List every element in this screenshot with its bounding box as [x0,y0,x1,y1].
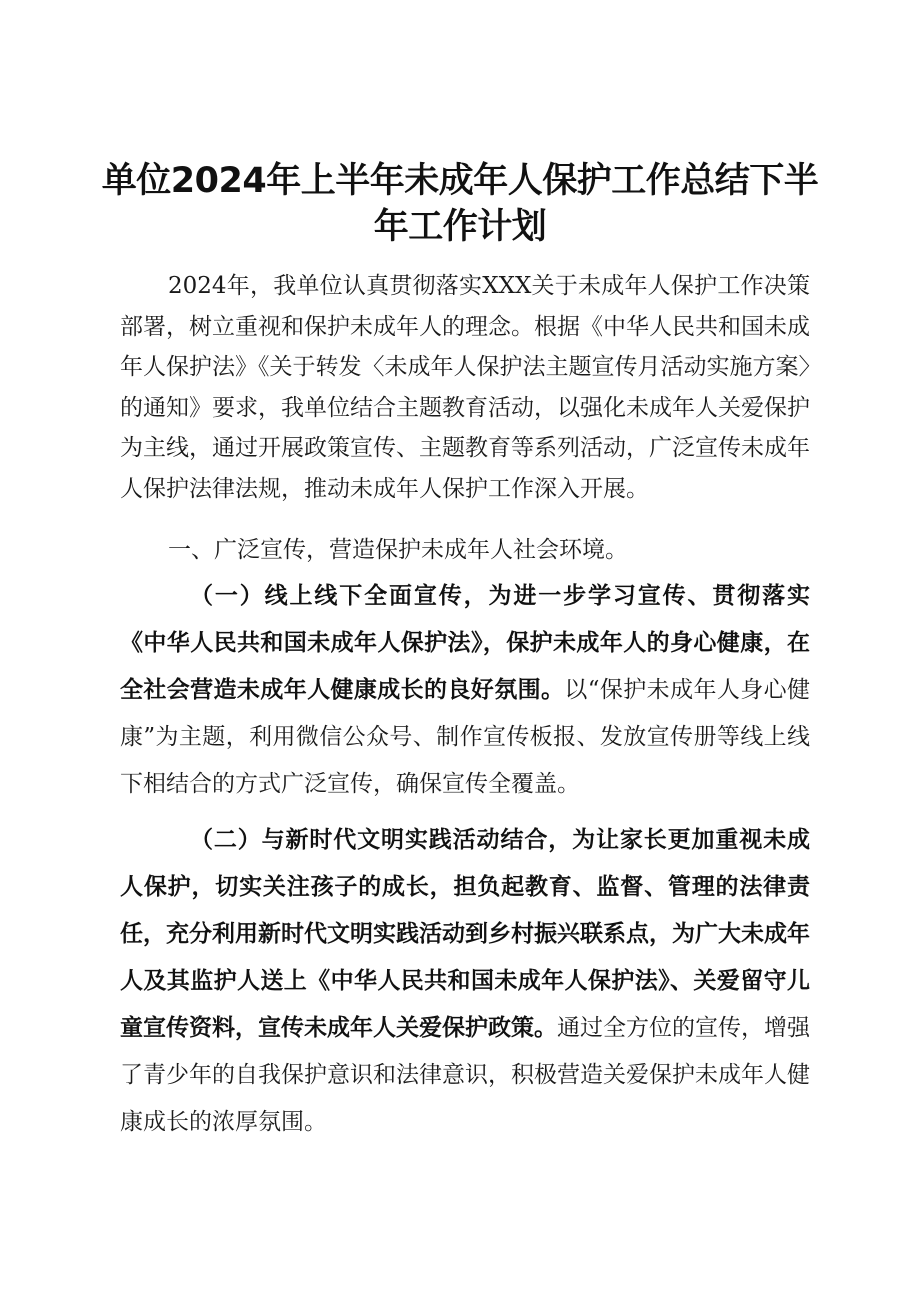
item-1-body: 以“保护未成年人身心健康”为主题，利用微信公众号、制作宣传板报、发放宣传册等线上线下相结合的方式广泛宣传，确保宣传全覆盖。 [120,677,811,797]
item-paragraph-1 [120,573,810,808]
item-2-lead: （二）与新时代文明实践活动结合，为让家长更加重视未成人保护，切实关注孩子的成长，担负起教育、监督、管理的法律责任，充分利用新时代文明实践活动到乡村振兴联系点，为广大未成年人及其监护人送上《中华人民共和国未成年人保护法》、关爱留守儿童宣传资料，宣传未成年人关爱保护政策。 [120,827,810,1041]
item-paragraph-2 [120,817,810,1146]
item-2-body: 通过全方位的宣传，增强了青少年的自我保护意识和法律意识，积极营造关爱保护未成年人健康成长的浓厚氛围。 [120,1015,810,1135]
document-title: 单位2024年上半年未成年人保护工作总结下半年工作计划 [101,161,819,247]
intro-paragraph: 2024年，我单位认真贯彻落实XXX关于未成年人保护工作决策部署，树立重视和保护未成年人的理念。根据《中华人民共和国未成年人保护法》《关于转发〈未成年人保护法主题宣传月活动实施方案〉的通知》要求，我单位结合主题教育活动，以强化未成年人关爱保护为主线，通过开展政策宣传、主题教育等系列活动，广泛宣传未成年人保护法律法规，推动未成年人保护工作深入开展。 [120,273,810,502]
item-1-lead: （一）线上线下全面宣传，为进一步学习宣传、贯彻落实《中华人民共和国未成年人保护法》，保护未成年人的身心健康，在全社会营造未成年人健康成长的良好氛围。 [120,583,810,703]
section-heading-1: 一、广泛宣传，营造保护未成年人社会环境。 [168,537,628,563]
